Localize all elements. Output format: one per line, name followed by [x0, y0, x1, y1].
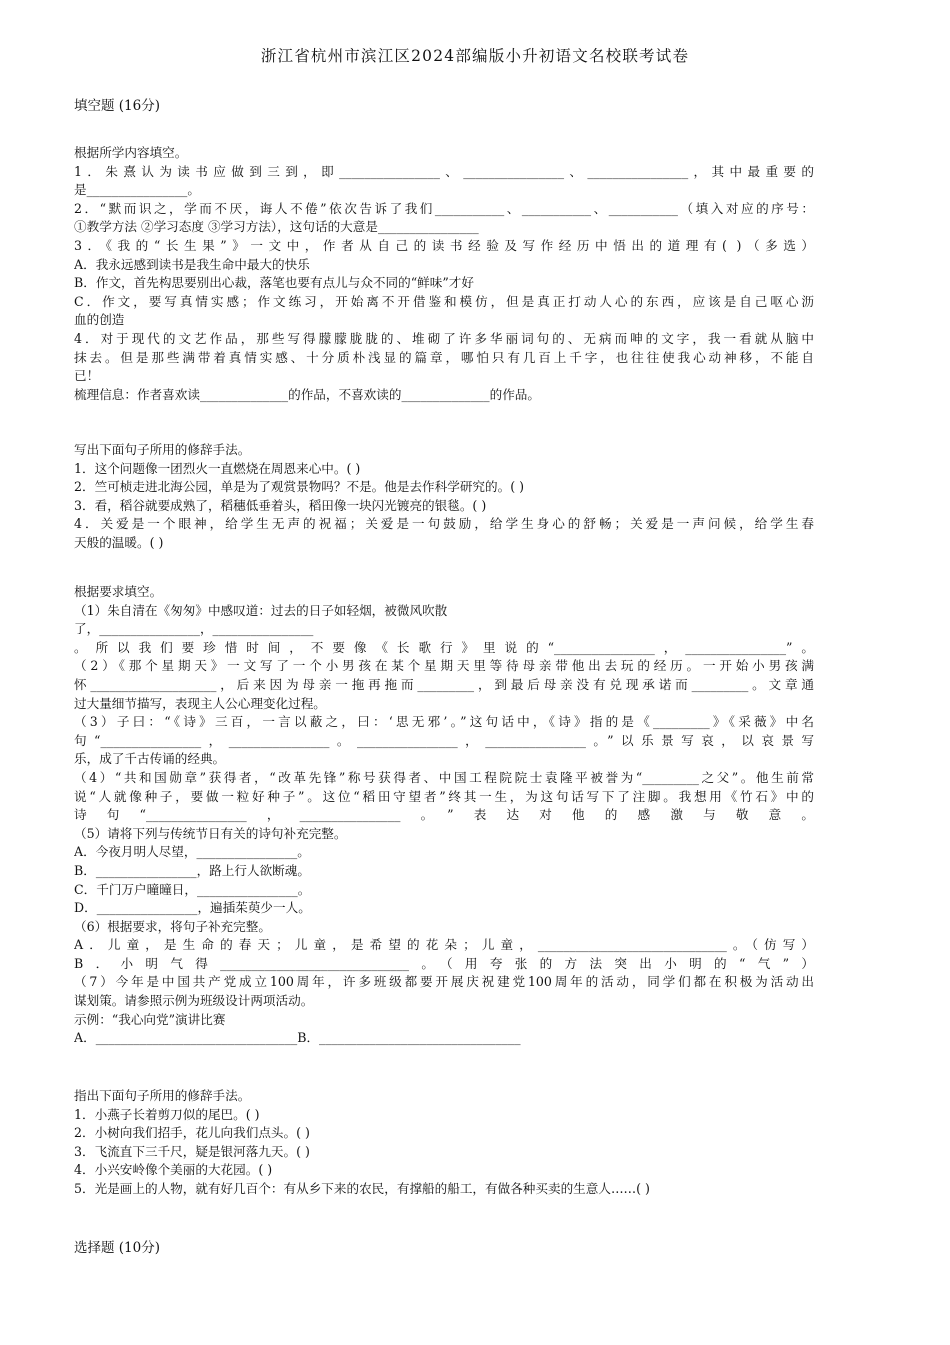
text-line: 已！: [74, 368, 100, 384]
text-line: B．小明气得______________________________。（用夸张的方法突出小明的“气”）: [74, 955, 814, 971]
text-line: 谋划策。请参照示例为班级设计两项活动。: [74, 993, 314, 1009]
text-line: 1．小燕子长着剪刀似的尾巴。( ): [74, 1106, 260, 1122]
text-line: （1）朱自清在《匆匆》中感叹道：过去的日子如轻烟，被微风吹散: [74, 602, 448, 618]
text-line: （7）今年是中国共产党成立100周年，许多班级都要开展庆祝建党100周年的活动，同学们都在积极为活动出: [74, 974, 814, 990]
text-line: 4．小兴安岭像个美丽的大花园。( ): [74, 1162, 273, 1178]
text-line: A．我永远感到读书是我生命中最大的快乐: [74, 256, 310, 272]
text-line: B．________________，路上行人欲断魂。: [74, 862, 310, 878]
text-line: ①教学方法 ②学习态度 ③学习方法），这句话的大意是________________: [74, 219, 479, 235]
text-line: 是________________。: [74, 182, 200, 198]
text-line: 2．竺可桢走进北海公园，单是为了观赏景物吗？不是。他是去作科学研究的。( ): [74, 479, 525, 495]
text-line: 1．朱熹认为读书应做到三到，即________________、________________、________________，其中最重要的: [74, 163, 814, 179]
text-line: 示例：“我心向党”演讲比赛: [74, 1011, 226, 1027]
text-line: 3．飞流直下三千尺，疑是银河落九天。( ): [74, 1143, 310, 1159]
text-line: C．千门万户曈曈日，________________。: [74, 881, 311, 897]
question-group-recall: [74, 144, 814, 404]
text-line: 说“人就像种子，要做一粒好种子”。这位“稻田守望者”终其一生，为这句话写下了注脚。我想用《竹石》中的: [74, 788, 814, 804]
text-line: A．今夜月明人尽望，________________。: [74, 844, 310, 860]
text-line: 抹去。但是那些满带着真情实感、十分质朴浅显的篇章，哪怕只有几百上千字，也往往使我心动神移，不能自: [74, 349, 814, 365]
text-line: 。所以我们要珍惜时间，不要像《长歌行》里说的“________________，________________”。: [74, 639, 814, 655]
section-heading-multiple-choice: 选择题 (10分): [74, 1240, 161, 1256]
text-line: 句“________________，________________。________________，________________。”以乐景写哀，以哀景写: [74, 732, 814, 748]
text-line: 指出下面句子所用的修辞手法。: [74, 1088, 251, 1103]
text-line: B．作文，首先构思要别出心裁，落笔也要有点儿与众不同的“鲜味”才好: [74, 275, 474, 291]
exam-title: 浙江省杭州市滨江区2024部编版小升初语文名校联考试卷: [260, 47, 690, 65]
text-line: 3．看，稻谷就要成熟了，稻穗低垂着头，稻田像一块闪光镀亮的银毯。( ): [74, 497, 487, 513]
text-line: 根据所学内容填空。: [74, 145, 188, 160]
text-line: A．________________________________B．________________________________: [74, 1030, 521, 1046]
text-line: （2）《那个星期天》一文写了一个小男孩在某个星期天里等待母亲带他出去玩的经历。一开始小男孩满: [74, 658, 814, 674]
text-line: 1．这个问题像一团烈火一直燃烧在周恩来心中。( ): [74, 460, 361, 476]
text-line: （4）“共和国勋章”获得者，“改革先锋”称号获得者、中国工程院院士袁隆平被誉为“_________之父”。他生前常: [74, 769, 814, 785]
question-group-requirements: [74, 583, 814, 1048]
text-line: 了，________________，________________: [74, 621, 314, 637]
text-line: 根据要求填空。: [74, 584, 163, 599]
question-group-rhetoric-1: [74, 441, 814, 553]
text-line: 血的创造: [74, 312, 125, 328]
text-line: 怀____________________，后来因为母亲一拖再拖而_________，到最后母亲没有兑现承诺而_________。文章通: [74, 676, 814, 692]
text-line: 3．《我的“长生果”》一文中，作者从自己的读书经验及写作经历中悟出的道理有( )（多选）: [74, 237, 814, 253]
text-line: （6）根据要求，将句子补充完整。: [74, 918, 271, 934]
text-line: 5．光是画上的人物，就有好几百个：有从乡下来的农民，有撑船的船工，有做各种买卖的生意人……( ): [74, 1180, 650, 1196]
text-line: 写出下面句子所用的修辞手法。: [74, 442, 251, 457]
text-line: 过大量细节描写，表现主人公心理变化过程。: [74, 695, 326, 711]
text-line: （5）请将下列与传统节日有关的诗句补充完整。: [74, 825, 347, 841]
text-line: 乐，成了千古传诵的经典。: [74, 751, 226, 767]
text-line: 2．“默而识之，学而不厌，诲人不倦”依次告诉了我们___________、___________、___________（填入对应的序号：: [74, 200, 814, 216]
text-line: 4．关爱是一个眼神，给学生无声的祝福；关爱是一句鼓励，给学生身心的舒畅；关爱是一声问候，给学生春: [74, 516, 814, 532]
text-line: 4．对于现代的文艺作品，那些写得朦朦胧胧的、堆砌了许多华丽词句的、无病而呻的文字，我一看就从脑中: [74, 330, 814, 346]
text-line: D．________________，遍插茱萸少一人。: [74, 900, 311, 916]
text-line: 诗句“________________，________________。”表达对他的感激与敬意。: [74, 807, 814, 823]
section-heading-fill-blank: 填空题 (16分): [74, 98, 161, 114]
question-group-rhetoric-2: [74, 1087, 814, 1199]
text-line: A．儿童，是生命的春天；儿童，是希望的花朵；儿童，______________________________。（仿写）: [74, 937, 814, 953]
text-line: 梳理信息：作者喜欢读______________的作品，不喜欢读的______________的作品。: [74, 386, 540, 402]
text-line: （3）子曰：“《诗》三百，一言以蔽之，曰：‘思无邪’。”这句话中，《诗》指的是《_________》《采薇》中名: [74, 714, 814, 730]
text-line: 天般的温暖。( ): [74, 534, 164, 550]
text-line: C．作文，要写真情实感；作文练习，开始离不开借鉴和模仿，但是真正打动人心的东西，应该是自己呕心沥: [74, 293, 814, 309]
text-line: 2．小树向我们招手，花儿向我们点头。( ): [74, 1125, 310, 1141]
